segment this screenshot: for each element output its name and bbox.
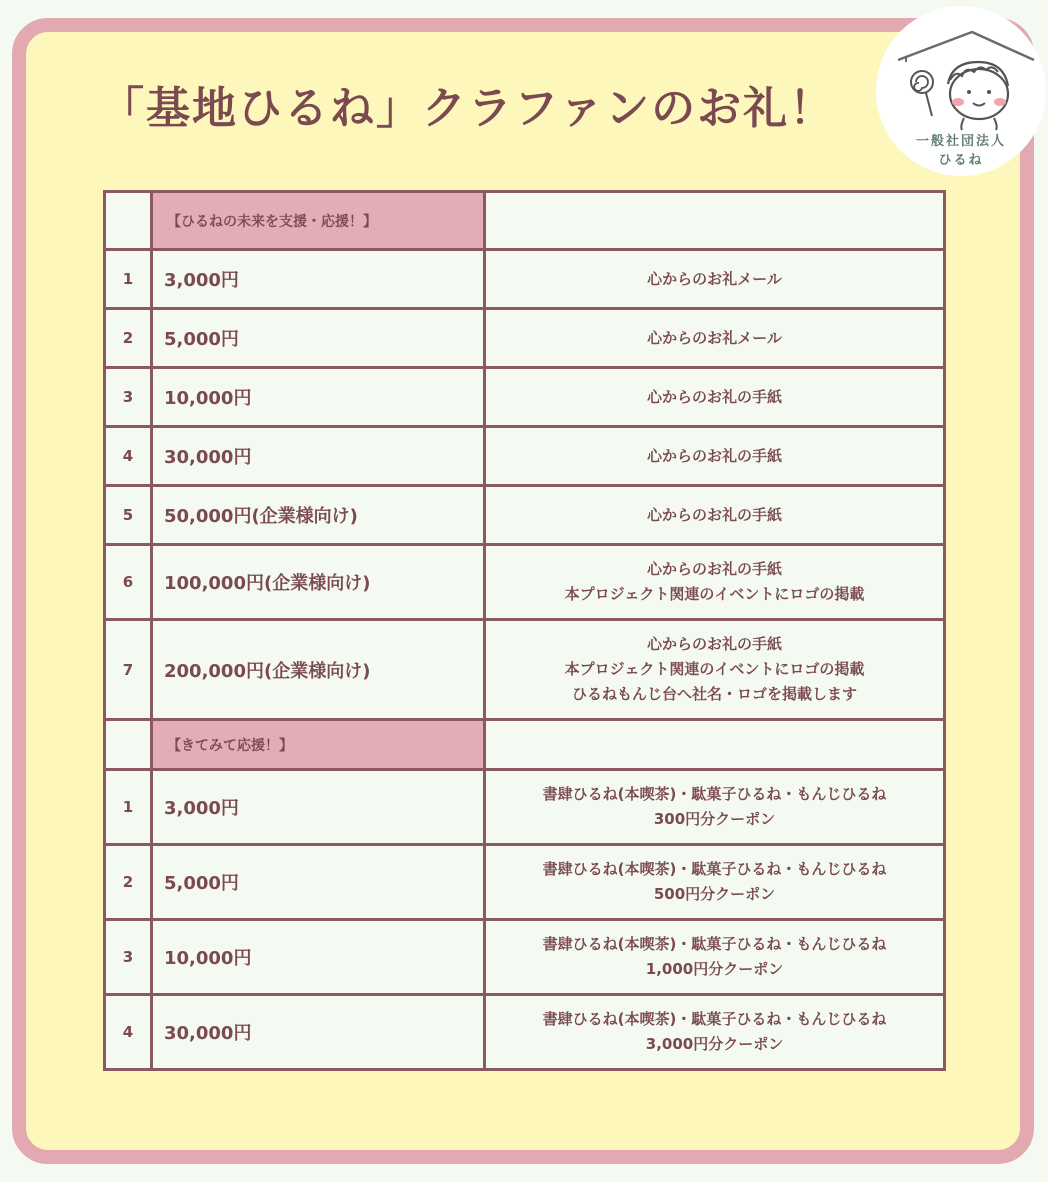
section-header-blank-cell <box>485 720 945 770</box>
reward-description-line: 3,000円分クーポン <box>645 1035 784 1053</box>
reward-description-line: 本プロジェクト関連のイベントにロゴの掲載 <box>564 660 865 678</box>
reward-description-line: 書肆ひるね(本喫茶)・駄菓子ひるね・もんじひるね <box>542 1010 887 1028</box>
reward-description-line: 心からのお礼の手紙 <box>646 387 782 406</box>
table-row <box>105 995 945 1070</box>
row-number: 1 <box>105 770 152 845</box>
pledge-amount: 5,000円 <box>152 309 485 368</box>
reward-description <box>485 845 945 920</box>
pledge-amount: 30,000円 <box>152 995 485 1070</box>
reward-description-line: 300円分クーポン <box>653 810 776 828</box>
reward-description <box>485 309 945 368</box>
table-row <box>105 845 945 920</box>
row-number: 1 <box>105 250 152 309</box>
pledge-amount: 30,000円 <box>152 427 485 486</box>
reward-description <box>485 427 945 486</box>
logo-org-name: ひるね <box>938 153 984 168</box>
reward-description <box>485 545 945 620</box>
reward-description-line: 心からのお礼メール <box>647 328 782 347</box>
table-row <box>105 427 945 486</box>
reward-description-line: 本プロジェクト関連のイベントにロゴの掲載 <box>564 585 865 603</box>
reward-description-line: 心からのお礼メール <box>647 269 782 288</box>
table-row <box>105 368 945 427</box>
reward-description-line: 心からのお礼の手紙 <box>646 560 782 578</box>
reward-description-line: 500円分クーポン <box>653 885 776 903</box>
table-row <box>105 486 945 545</box>
reward-description-line: 心からのお礼の手紙 <box>646 505 782 524</box>
reward-description <box>485 995 945 1070</box>
page-title: 「基地ひるね」クラファンのお礼！ <box>100 83 836 134</box>
logo <box>876 6 1046 176</box>
pledge-amount: 5,000円 <box>152 845 485 920</box>
row-number: 4 <box>105 995 152 1070</box>
reward-description <box>485 920 945 995</box>
table-row <box>105 620 945 720</box>
reward-description-line: 書肆ひるね(本喫茶)・駄菓子ひるね・もんじひるね <box>542 935 887 953</box>
pledge-amount: 3,000円 <box>152 770 485 845</box>
reward-description <box>485 368 945 427</box>
row-number: 4 <box>105 427 152 486</box>
row-number: 5 <box>105 486 152 545</box>
pledge-amount: 50,000円(企業様向け) <box>152 486 485 545</box>
pledge-amount: 3,000円 <box>152 250 485 309</box>
section-header-blank-cell <box>485 192 945 250</box>
section-header: 【きてみて応援！】 <box>152 720 485 770</box>
pledge-amount: 100,000円(企業様向け) <box>152 545 485 620</box>
row-number: 2 <box>105 309 152 368</box>
section-header-blank-cell <box>105 720 152 770</box>
reward-description-line: ひるねもんじ台へ社名・ロゴを掲載します <box>571 685 857 703</box>
row-number: 2 <box>105 845 152 920</box>
pledge-amount: 10,000円 <box>152 920 485 995</box>
row-number: 6 <box>105 545 152 620</box>
reward-description-line: 心からのお礼の手紙 <box>646 635 782 653</box>
row-number: 3 <box>105 368 152 427</box>
row-number: 3 <box>105 920 152 995</box>
reward-description-line: 書肆ひるね(本喫茶)・駄菓子ひるね・もんじひるね <box>542 785 887 803</box>
table-row <box>105 920 945 995</box>
reward-description <box>485 486 945 545</box>
rewards-table <box>103 190 946 1071</box>
table-row <box>105 309 945 368</box>
reward-description-line: 1,000円分クーポン <box>645 960 784 978</box>
reward-description <box>485 250 945 309</box>
section-header: 【ひるねの未来を支援・応援！】 <box>152 192 485 250</box>
reward-description-line: 書肆ひるね(本喫茶)・駄菓子ひるね・もんじひるね <box>542 860 887 878</box>
pledge-amount: 200,000円(企業様向け) <box>152 620 485 720</box>
logo-org-type: 一般社団法人 <box>915 134 1006 149</box>
reward-description <box>485 770 945 845</box>
table-row <box>105 545 945 620</box>
section-header-blank-cell <box>105 192 152 250</box>
section-header-row <box>105 720 945 770</box>
reward-description <box>485 620 945 720</box>
table-row <box>105 250 945 309</box>
row-number: 7 <box>105 620 152 720</box>
table-row <box>105 770 945 845</box>
reward-description-line: 心からのお礼の手紙 <box>646 446 782 465</box>
section-header-row <box>105 192 945 250</box>
pledge-amount: 10,000円 <box>152 368 485 427</box>
